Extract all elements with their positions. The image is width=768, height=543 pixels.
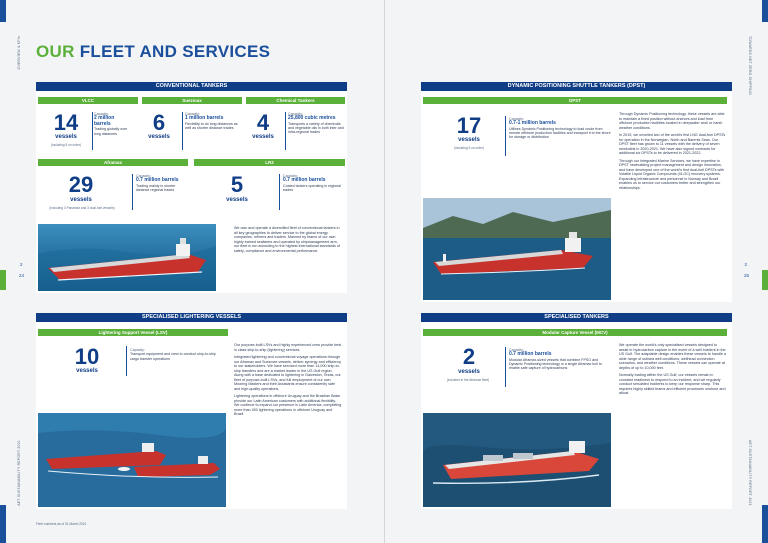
suezmax-capacity: [185, 112, 239, 130]
tab-lsv: Lightering Support Vessel (LSV): [38, 329, 228, 336]
aframax-cap-label: Capacity:: [136, 174, 151, 178]
aframax-cap-value: 0.7 million barrels: [136, 177, 179, 184]
page-number-right: 25: [743, 273, 749, 278]
chemical-cap-value: 25,800 cubic metres: [288, 115, 336, 122]
dpst-panel: [421, 82, 732, 302]
mcv-cap-value: 0.7 million barrels: [509, 351, 552, 358]
side-report-label-right: AET SUSTAINABILITY REPORT 2021: [748, 440, 752, 506]
chemical-capacity: [288, 112, 344, 135]
aframax-desc: Trading mainly in shorter distance regional trades: [136, 183, 176, 193]
lightering-paragraph-3: Lightering operations in offshore Uruguay and the Brazilian Basin provide our Latin American customers with additional flexibility. We continue to expand our presence in Latin America, completing more than 450 lightering operations in offshore Uruguay and Brazil.: [234, 394, 342, 416]
dpst-cap-value: 0.7-1 million barrels: [509, 120, 556, 127]
conventional-tankers-panel: [36, 82, 347, 293]
lsv-divider: [126, 346, 127, 376]
chemical-divider: [285, 112, 286, 150]
page-title: [36, 42, 270, 62]
suezmax-cap-label: Capacity:: [185, 112, 200, 116]
vlcc-unit: vessels: [55, 134, 77, 140]
mcv-unit: vessels: [458, 369, 480, 375]
suezmax-count: 6: [152, 110, 166, 135]
conventional-header: CONVENTIONAL TANKERS: [36, 82, 347, 91]
vlcc-capacity: [94, 112, 132, 136]
footer-note: Fleet numbers as of 31 March 2021: [36, 522, 87, 526]
dpst-paragraph-3: Through our Integrated Marine Services, we have expertise in DPST newbuilding project management and design innovation, and have developed one of the world's first dual-fuel DPSTs with Volatile Liquid Organic Compounds (VLOC) recovery systems. Expanding infrastructure and personnel in Norway and Brazil enables us to service our customers better and strengthen our relationships.: [619, 158, 725, 190]
dpst-capacity: [509, 117, 611, 140]
vlcc-desc: Trading globally over long distances: [94, 127, 128, 136]
aframax-unit: vessels: [70, 197, 92, 203]
section-number: 2: [20, 262, 23, 267]
vlcc-divider: [92, 112, 93, 150]
dpst-cap-label: Capacity:: [509, 117, 524, 121]
specialised-panel: [421, 313, 732, 509]
mcv-divider: [505, 347, 506, 387]
vlcc-note: (including 5 on order): [50, 143, 82, 147]
lsv-cap-label: Capacity:: [130, 348, 145, 352]
lsv-capacity: [130, 348, 224, 361]
lr2-unit: vessels: [226, 197, 248, 203]
lr2-cap-label: Capacity:: [283, 174, 298, 178]
dpst-count: 17: [456, 113, 482, 138]
lightering-header: SPECIALISED LIGHTERING VESSELS: [36, 313, 347, 322]
mcv-count: 2: [462, 344, 476, 369]
edge-bar-top-blue-right: [762, 0, 768, 22]
dpst-note: (including 5 on order): [453, 146, 485, 150]
lr2-divider: [279, 174, 280, 210]
dpst-header: DYNAMIC POSITIONING SHUTTLE TANKERS (DPST): [421, 82, 732, 91]
suezmax-divider: [182, 112, 183, 150]
chemical-desc: Transports a variety of chemicals and vegetable oils in both inter and intra-regional trades: [288, 121, 344, 135]
section-number-right: 2: [744, 262, 747, 267]
right-page: [384, 0, 768, 543]
tab-aframax: Aframax: [38, 159, 188, 166]
chemical-cap-label: Capacity:: [288, 112, 303, 116]
chemical-count: 4: [256, 110, 270, 135]
edge-bar-top-blue: [0, 0, 6, 22]
tab-mcv: Modular Capture Vessel (MCV): [423, 329, 727, 336]
vlcc-cap-label: Capacity:: [94, 112, 109, 116]
dpst-text: [619, 112, 727, 193]
lr2-count: 5: [230, 172, 244, 197]
lr2-desc: Coated tankers operating in regional trades: [283, 183, 341, 193]
lightering-paragraph-2: Integrated lightering and conventional voyage operations through our Aframax and Suezmax vessels, deliver synergy and efficiency to our stakeholders. We have serviced more than 14,000 ship-to-ship transfers and are a market leader in the US Gulf region. Along with a base dedicated to lightering in Galveston, Texas, our fleet of purpose-built LSVs, and full employment of our own Mooring Masters and their Assistants ensure consistently safe and high-quality operations.: [234, 355, 342, 391]
tab-suezmax: Suezmax: [142, 97, 242, 104]
chemical-unit: vessels: [252, 134, 274, 140]
tab-chemical-tankers: Chemical Tankers: [246, 97, 345, 104]
specialised-header: SPECIALISED TANKERS: [421, 313, 732, 322]
tab-dpst: DPST: [423, 97, 727, 104]
vlcc-count: 14: [53, 110, 79, 135]
conventional-tanker-photo: [38, 224, 216, 291]
edge-bar-bottom-blue-right: [762, 505, 768, 543]
lightering-photo: [38, 413, 226, 507]
dpst-photo: [423, 198, 611, 300]
dpst-divider: [505, 116, 506, 156]
specialised-paragraph-2: Normally trading within the US Gulf, our vessels remain in constant readiness to respond to an incident, and we regularly conduct simulated incidents to keep our response sharp. This requires highly skilled teams and efficient processes onshore and afloat.: [619, 373, 726, 395]
specialised-paragraph-1: We operate the world's only specialised vessels designed to assist in hydrocarbon capture in the event of a well incident in the US Gulf. The adaptable design enables these vessels to handle a wide range of subsea well conditions, wellhead connection scenarios, and weather conditions. These vessels can operate at depths of up to 10,000 feet.: [619, 343, 726, 370]
lsv-cap-desc: Transport equipment and crew to conduct ship-to-ship cargo transfer operations: [130, 352, 216, 361]
side-report-label: AET SUSTAINABILITY REPORT 2021: [17, 440, 21, 506]
aframax-divider: [132, 174, 133, 210]
edge-bar-bottom-blue: [0, 505, 6, 543]
tab-vlcc: VLCC: [38, 97, 138, 104]
dpst-paragraph-2: In 2019, we unveiled two of the world's first LNG dual-fuel DPSTs for operation in the Norwegian, North and Barents Seas. Our DPST fleet has grown to 11 vessels with the delivery of seven newbuilds in 2020-2021. We have also signed contracts for additional six DPSTs to be delivered in 2021-2022.: [619, 133, 726, 155]
conventional-paragraph: We own and operate a diversified fleet of conventional tankers in all key geographies to deliver service to the global energy companies, refiners and traders. Manned by teams of our own highly trained seafarers and operated by shipmanagement arm, our fleet is run according to the highest international standards of safety, compliance and environmental performance.: [234, 226, 340, 253]
mcv-desc: Modular Aframax-sized vessels that combine FPSO and Dynamic Positioning technology in a single Aframax hull to enable safe capture of hydrocarbons: [509, 357, 602, 371]
page-number: 24: [19, 273, 25, 278]
dpst-paragraph-1: Through Dynamic Positioning technology, these vessels are able to maintain a fixed position without anchors and load from offshore production facilities located in deepwater and/ or harsh weather conditions.: [619, 112, 725, 130]
lightering-paragraph-1: Our purpose-built LSVs and highly experienced crew provide best in class ship-to-ship (lightering) services.: [234, 343, 342, 352]
edge-bar-mid-green-right: [762, 270, 768, 290]
mcv-cap-label: Capacity:: [509, 348, 524, 352]
suezmax-desc: Flexibility to do long distances as well as shorter distance trades: [185, 121, 238, 131]
vlcc-cap-value: 2 million barrels: [94, 115, 115, 127]
edge-bar-mid-green: [0, 270, 6, 290]
suezmax-unit: vessels: [148, 134, 170, 140]
title-our: OUR: [36, 42, 75, 61]
lsv-count: 10: [74, 344, 100, 369]
dpst-unit: vessels: [458, 137, 480, 143]
lsv-unit: vessels: [76, 368, 98, 374]
lightering-panel: [36, 313, 347, 509]
lightering-text: [234, 343, 342, 420]
mcv-capacity: [509, 348, 611, 371]
title-rest: FLEET AND SERVICES: [79, 42, 271, 61]
side-theme-label: TOWARDS NET ZERO SHIPPING: [748, 36, 752, 95]
tab-lr2: LR2: [194, 159, 345, 166]
mcv-photo: [423, 413, 611, 507]
aframax-note: (including 3 Panamax and 3 dual-fuel vessels): [49, 206, 115, 210]
aframax-count: 29: [68, 172, 94, 197]
mcv-note: (included in the Aframax fleet): [446, 378, 490, 382]
specialised-text: [619, 343, 727, 399]
lr2-capacity: [283, 174, 343, 192]
side-section-label: OVERVIEW & KPIs: [17, 36, 21, 70]
dpst-desc: Utilises Dynamic Positioning technology to load crude from remote offshore production facilities and transport it to the shore for storage or distribution: [509, 126, 611, 140]
suezmax-cap-value: 1 million barrels: [185, 115, 224, 122]
lr2-cap-value: 0.7 million barrels: [283, 177, 326, 184]
aframax-capacity: [136, 174, 188, 192]
